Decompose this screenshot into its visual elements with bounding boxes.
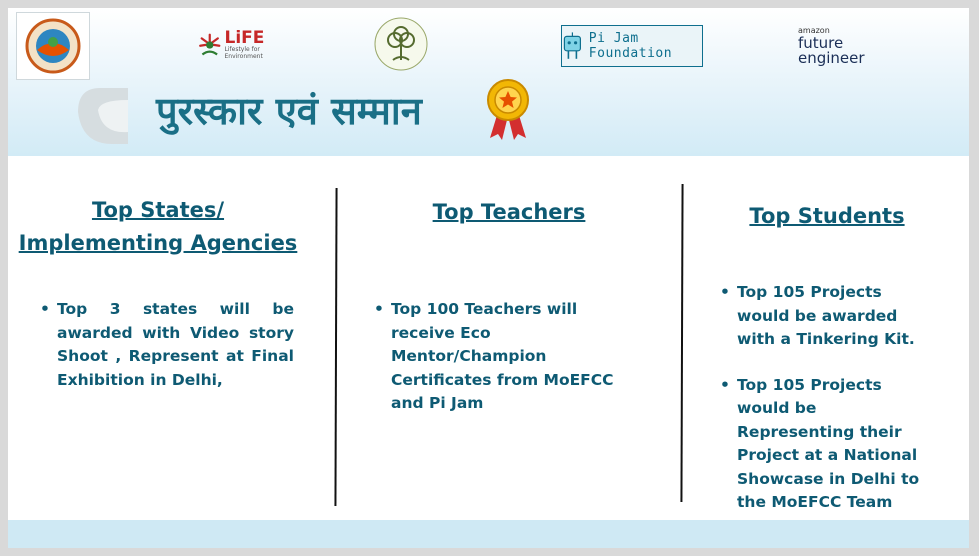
life-logo-subtext: Lifestyle for Environment — [224, 46, 263, 60]
footer-band — [8, 520, 969, 548]
top-states-bullet-list — [40, 298, 294, 392]
slide — [8, 8, 969, 548]
top-students-bullet-list — [720, 281, 936, 537]
heading-top-students: Top Students — [749, 204, 905, 228]
medal-icon — [484, 78, 532, 142]
amazon-logo-line2: engineer — [798, 49, 865, 67]
amazon-future-engineer-logo — [798, 22, 878, 70]
heading-top-teachers: Top Teachers — [432, 200, 586, 224]
top-teachers-bullet-list — [374, 298, 644, 416]
list-item: • Top 105 Projects would be Representing their Project at a National Showcase in Delhi to the MoEFCC Team — [720, 374, 936, 515]
heading-top-states — [14, 194, 302, 260]
amazon-logo-line1: future — [798, 34, 844, 52]
heading-top-states-line2: Implementing Agencies — [18, 231, 298, 255]
environment-education-programme-logo-icon — [373, 16, 429, 72]
list-item: • Top 3 states will be awarded with Video story Shoot , Represent at Final Exhibition in Delhi, — [40, 298, 294, 392]
pi-jam-robot-icon — [562, 28, 583, 64]
list-item: • Top 105 Projects would be awarded with a Tinkering Kit. — [720, 281, 936, 352]
life-logo-text: LiFE — [224, 28, 265, 48]
list-item: • Top 100 Teachers will receive Eco Mentor/Champion Certificates from MoEFCC and Pi Jam — [374, 298, 644, 416]
amazon-logo-small-text: amazon — [798, 26, 830, 35]
pi-jam-foundation-logo — [561, 25, 703, 67]
page-title: पुरस्कार एवं सम्मान — [156, 89, 422, 133]
column-divider-2 — [680, 184, 683, 502]
paryavaran-logo-icon — [16, 12, 90, 80]
decorative-arc — [72, 88, 128, 144]
heading-top-states-line1: Top States/ — [91, 198, 225, 222]
column-divider-1 — [334, 188, 337, 506]
pi-jam-logo-text: Pi Jam Foundation — [588, 31, 673, 61]
life-logo-icon — [198, 26, 280, 64]
